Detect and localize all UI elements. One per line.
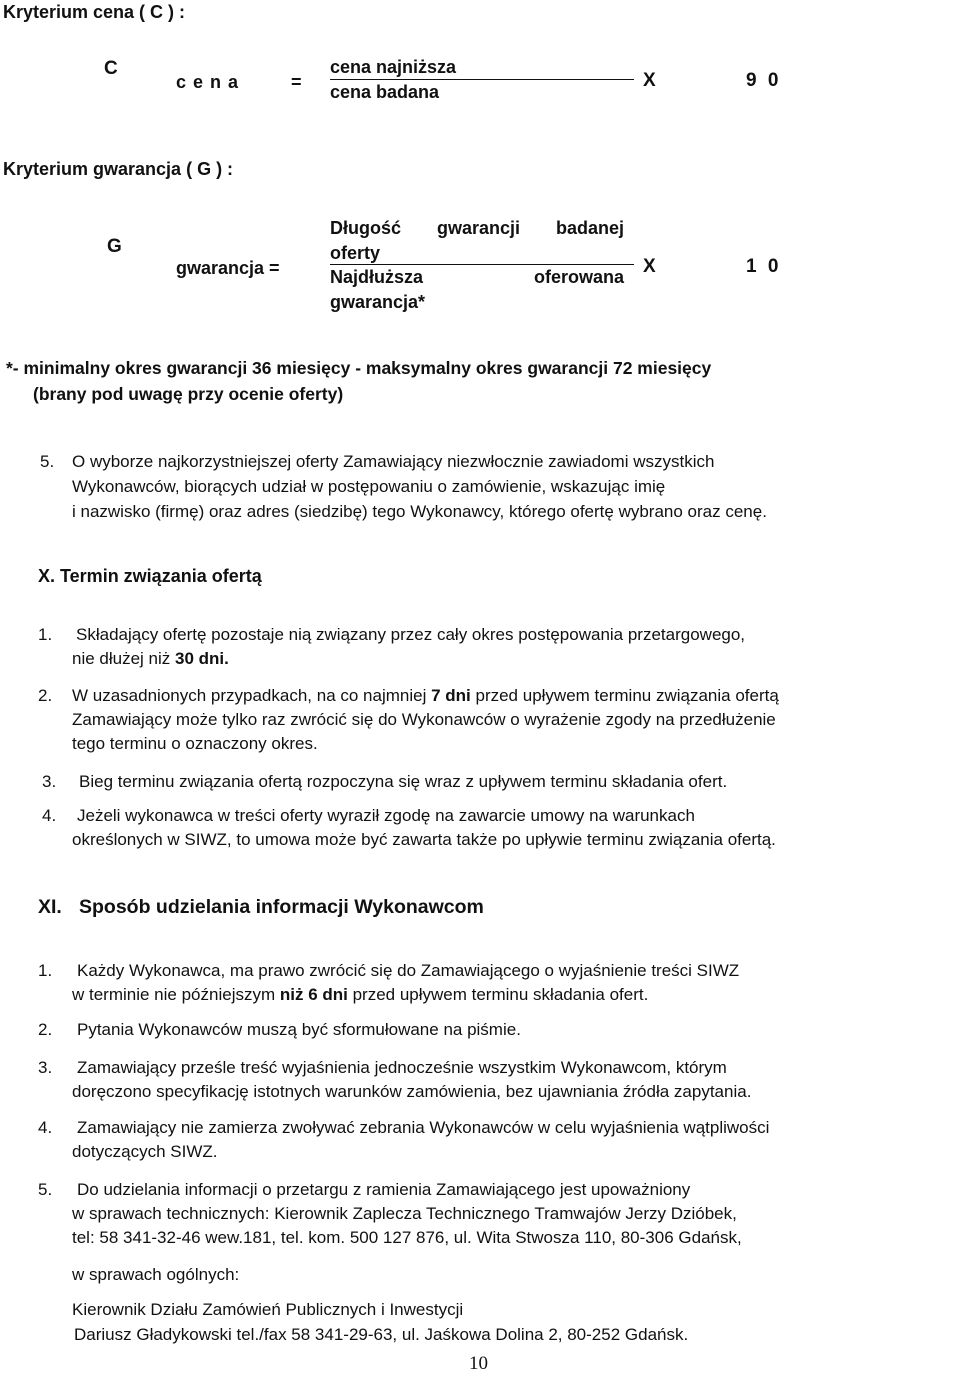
price-symbol: C bbox=[104, 58, 118, 79]
section-xi-item-number: 1. bbox=[38, 961, 53, 980]
item-line: Każdy Wykonawca, ma prawo zwrócić się do Zamawiającego o wyjaśnienie treści SIWZ bbox=[77, 961, 740, 980]
section-x-item-number: 1. bbox=[38, 625, 53, 644]
section-x-item-3: Bieg terminu związania ofertą rozpoczyna się wraz z upływem terminu składania ofert. bbox=[79, 772, 728, 791]
warranty-numerator-line1 bbox=[330, 218, 624, 239]
price-label: c e n a bbox=[176, 72, 240, 92]
section-x-item-number: 2. bbox=[38, 686, 53, 705]
section-xi-item-number: 5. bbox=[38, 1180, 53, 1199]
price-eq: = bbox=[291, 72, 302, 92]
item-bold-text: 30 dni. bbox=[175, 649, 229, 668]
point5-line: Wykonawców, biorących udział w postępowaniu o zamówienie, wskazując imię bbox=[72, 477, 666, 496]
warranty-times: X bbox=[643, 256, 656, 277]
item-line: tel: 58 341-32-46 wew.181, tel. kom. 500 127 876, ul. Wita Stwosza 110, 80-306 Gdańsk, bbox=[72, 1228, 742, 1247]
section-xi-item-2: Pytania Wykonawców muszą być sformułowane na piśmie. bbox=[77, 1020, 521, 1039]
section-xi-title: Sposób udzielania informacji Wykonawcom bbox=[79, 896, 484, 918]
item-line: Składający ofertę pozostaje nią związany przez cały okres postępowania przetargowego, bbox=[76, 625, 746, 644]
item-line: Zamawiający prześle treść wyjaśnienia jednocześnie wszystkim Wykonawcom, którym bbox=[77, 1058, 727, 1077]
section-x-item-2-line3: tego terminu o oznaczony okres. bbox=[72, 734, 318, 753]
warranty-numerator-line2: oferty bbox=[330, 243, 381, 263]
warranty-den-word: Najdłuższa bbox=[330, 267, 424, 287]
warranty-den-word: oferowana bbox=[533, 267, 624, 287]
section-xi-item-1-line2 bbox=[72, 983, 648, 1007]
warranty-note-line2: (brany pod uwagę przy ocenie oferty) bbox=[33, 384, 344, 404]
section-xi-item-3-line2: doręczono specyfikację istotnych warunków zamówienia, bez ujawniania źródła zapytania. bbox=[72, 1082, 752, 1101]
section-x-item-1-line2 bbox=[72, 647, 229, 671]
section-xi-item-5-line6: Dariusz Gładykowski tel./fax 58 341-29-63, ul. Jaśkowa Dolina 2, 80-252 Gdańsk. bbox=[74, 1325, 689, 1344]
item-text: nie dłużej niż bbox=[72, 649, 176, 668]
warranty-note-line1: *- minimalny okres gwarancji 36 miesięcy - maksymalny okres gwarancji 72 miesięcy bbox=[6, 358, 712, 378]
warranty-label: gwarancja = bbox=[176, 258, 280, 278]
item-line: Jeżeli wykonawca w treści oferty wyraził zgodę na zawarcie umowy na warunkach bbox=[77, 806, 695, 825]
item-bold-text: 7 dni bbox=[431, 686, 471, 705]
price-times: X bbox=[643, 70, 656, 91]
item-text: przed upływem terminu związania ofertą bbox=[470, 686, 779, 705]
warranty-fraction-line bbox=[330, 264, 634, 265]
warranty-num-word: Długość bbox=[330, 218, 402, 238]
section-xi-item-5-line4: w sprawach ogólnych: bbox=[72, 1265, 240, 1284]
section-xi-item-number: 4. bbox=[38, 1118, 53, 1137]
item-text: W uzasadnionych przypadkach, na co najmniej bbox=[72, 686, 432, 705]
item-line: Zamawiający może tylko raz zwrócić się do Wykonawców o wyrażenie zgody na przedłużenie bbox=[72, 710, 776, 729]
price-denominator: cena badana bbox=[330, 82, 440, 102]
section-x-title: X. Termin związania ofertą bbox=[38, 566, 262, 586]
section-xi-item-number: 3. bbox=[38, 1058, 53, 1077]
section-xi-item-5-line5: Kierownik Działu Zamówień Publicznych i Inwestycji bbox=[72, 1300, 464, 1319]
warranty-weight: 1 0 bbox=[746, 256, 782, 277]
warranty-symbol: G bbox=[107, 236, 122, 257]
criterion-price-heading: Kryterium cena ( C ) : bbox=[3, 2, 186, 22]
warranty-denominator-line1 bbox=[330, 267, 624, 288]
price-weight: 9 0 bbox=[746, 70, 782, 91]
item-bold-text: niż 6 dni bbox=[279, 985, 348, 1004]
section-x-item-2-line1 bbox=[72, 684, 779, 708]
item-line: Do udzielania informacji o przetargu z ramienia Zamawiającego jest upoważniony bbox=[77, 1180, 691, 1199]
price-numerator: cena najniższa bbox=[330, 57, 457, 77]
warranty-denominator-line2: gwarancja* bbox=[330, 292, 426, 312]
section-xi-title-number: XI. bbox=[38, 896, 62, 918]
item-line: w sprawach technicznych: Kierownik Zaplecza Technicznego Tramwajów Jerzy Dzióbek, bbox=[72, 1204, 737, 1223]
item-text: przed upływem terminu składania ofert. bbox=[347, 985, 649, 1004]
point5-line: O wyborze najkorzystniejszej oferty Zamawiający niezwłocznie zawiadomi wszystkich bbox=[72, 452, 715, 471]
section-xi-item-4-line2: dotyczących SIWZ. bbox=[72, 1142, 218, 1161]
item-line: Zamawiający nie zamierza zwoływać zebrania Wykonawców w celu wyjaśnienia wątpliwości bbox=[77, 1118, 770, 1137]
section-x-item-number: 4. bbox=[42, 806, 57, 825]
page-number: 10 bbox=[469, 1353, 488, 1374]
warranty-num-word: gwarancji bbox=[436, 218, 520, 238]
point5-line: i nazwisko (firmę) oraz adres (siedzibę) tego Wykonawcy, którego ofertę wybrano oraz cenę. bbox=[72, 502, 767, 521]
item-text: w terminie nie późniejszym bbox=[72, 985, 280, 1004]
section-x-item-number: 3. bbox=[42, 772, 57, 791]
criterion-warranty-heading: Kryterium gwarancja ( G ) : bbox=[3, 159, 234, 179]
price-fraction-line bbox=[330, 79, 634, 80]
section-x-item-4-line2: określonych w SIWZ, to umowa może być zawarta także po upływie terminu związania ofertą. bbox=[72, 830, 776, 849]
warranty-num-word: badanej bbox=[555, 218, 624, 238]
section-xi-item-number: 2. bbox=[38, 1020, 53, 1039]
point5-number: 5. bbox=[40, 452, 55, 471]
